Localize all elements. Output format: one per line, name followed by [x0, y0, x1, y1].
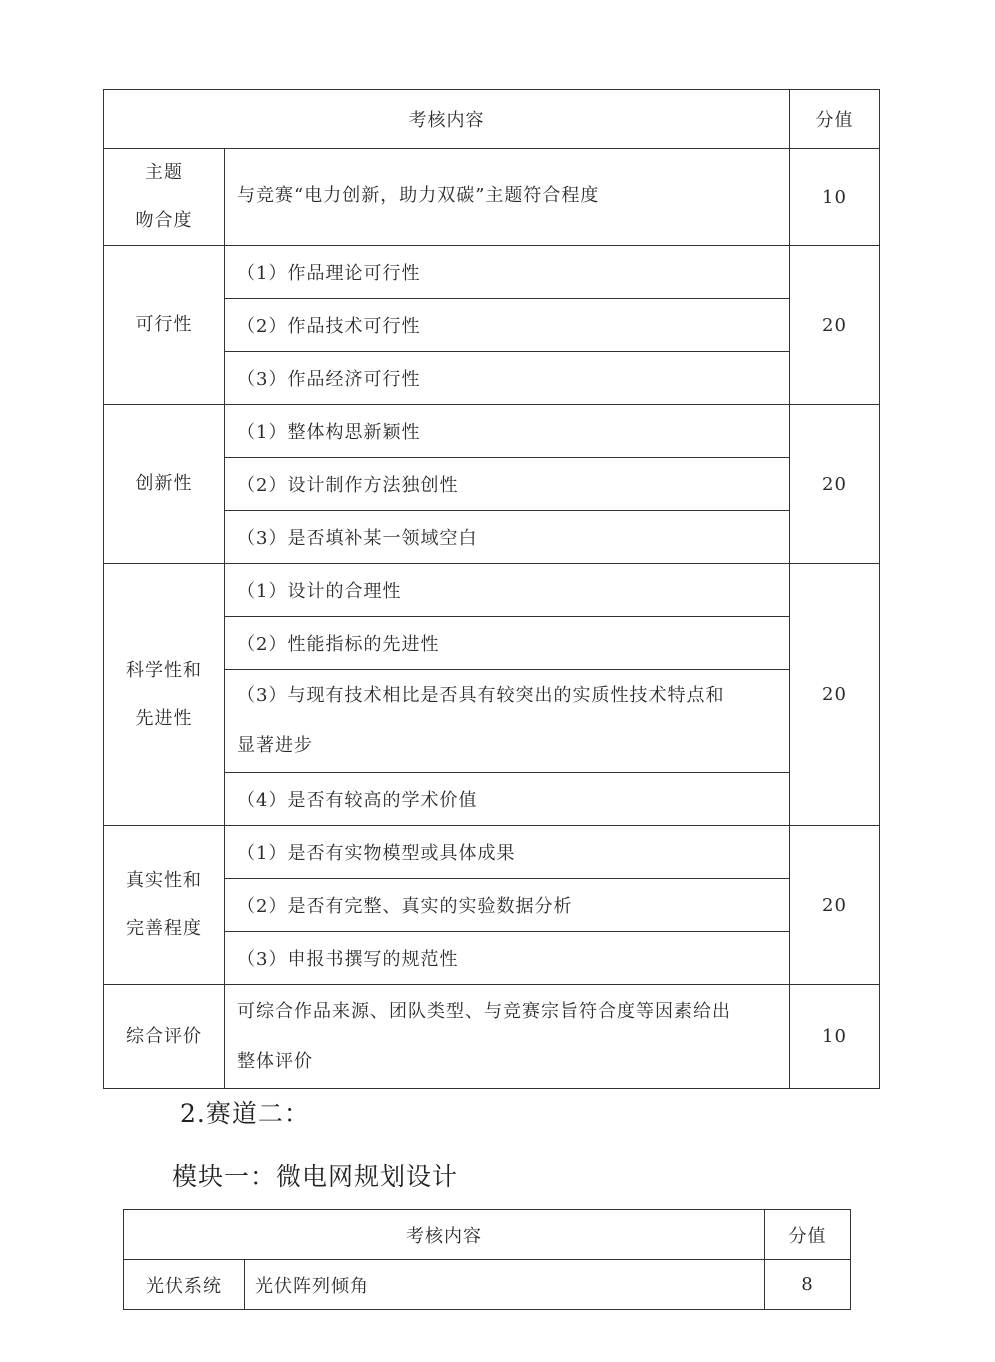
criterion-item: （2）性能指标的先进性 [225, 617, 790, 670]
score-value: 20 [790, 826, 880, 985]
score-value: 20 [790, 405, 880, 564]
criterion-item: （3）是否填补某一领域空白 [225, 511, 790, 564]
category-science-advancement: 科学性和 先进性 [104, 564, 225, 826]
criterion-item: （2）是否有完整、真实的实验数据分析 [225, 879, 790, 932]
criterion-item: （4）是否有较高的学术价值 [225, 773, 790, 826]
criterion-item: （1）作品理论可行性 [225, 246, 790, 299]
criterion-item: （3）申报书撰写的规范性 [225, 932, 790, 985]
criterion-item: （1）设计的合理性 [225, 564, 790, 617]
category-pv-system: 光伏系统 [124, 1260, 245, 1310]
criterion-item: 可综合作品来源、团队类型、与竞赛宗旨符合度等因素给出 整体评价 [225, 985, 790, 1089]
header-score: 分值 [790, 90, 880, 149]
category-theme-fit: 主题 吻合度 [104, 149, 225, 246]
category-overall-evaluation: 综合评价 [104, 985, 225, 1089]
score-value: 10 [790, 985, 880, 1089]
category-innovation: 创新性 [104, 405, 225, 564]
header-content: 考核内容 [124, 1210, 765, 1260]
criterion-item: （1）整体构思新颖性 [225, 405, 790, 458]
criterion-item: （2）设计制作方法独创性 [225, 458, 790, 511]
header-content: 考核内容 [104, 90, 790, 149]
module-heading: 模块一：微电网规划设计 [172, 1162, 459, 1191]
criterion-item: 光伏阵列倾角 [245, 1260, 765, 1310]
criterion-item: （1）是否有实物模型或具体成果 [225, 826, 790, 879]
track-heading: 2.赛道二： [180, 1099, 310, 1128]
evaluation-table-track-1 [103, 89, 880, 1089]
score-value: 20 [790, 564, 880, 826]
criterion-item: （3）作品经济可行性 [225, 352, 790, 405]
score-value: 20 [790, 246, 880, 405]
score-value: 8 [765, 1260, 851, 1310]
criterion-item: （2）作品技术可行性 [225, 299, 790, 352]
criterion-item: 与竞赛“电力创新，助力双碳”主题符合程度 [225, 149, 790, 246]
header-score: 分值 [765, 1210, 851, 1260]
score-value: 10 [790, 149, 880, 246]
evaluation-table-track-2-module-1 [123, 1209, 851, 1310]
category-authenticity-completeness: 真实性和 完善程度 [104, 826, 225, 985]
criterion-item: （3）与现有技术相比是否具有较突出的实质性技术特点和 显著进步 [225, 670, 790, 773]
category-feasibility: 可行性 [104, 246, 225, 405]
